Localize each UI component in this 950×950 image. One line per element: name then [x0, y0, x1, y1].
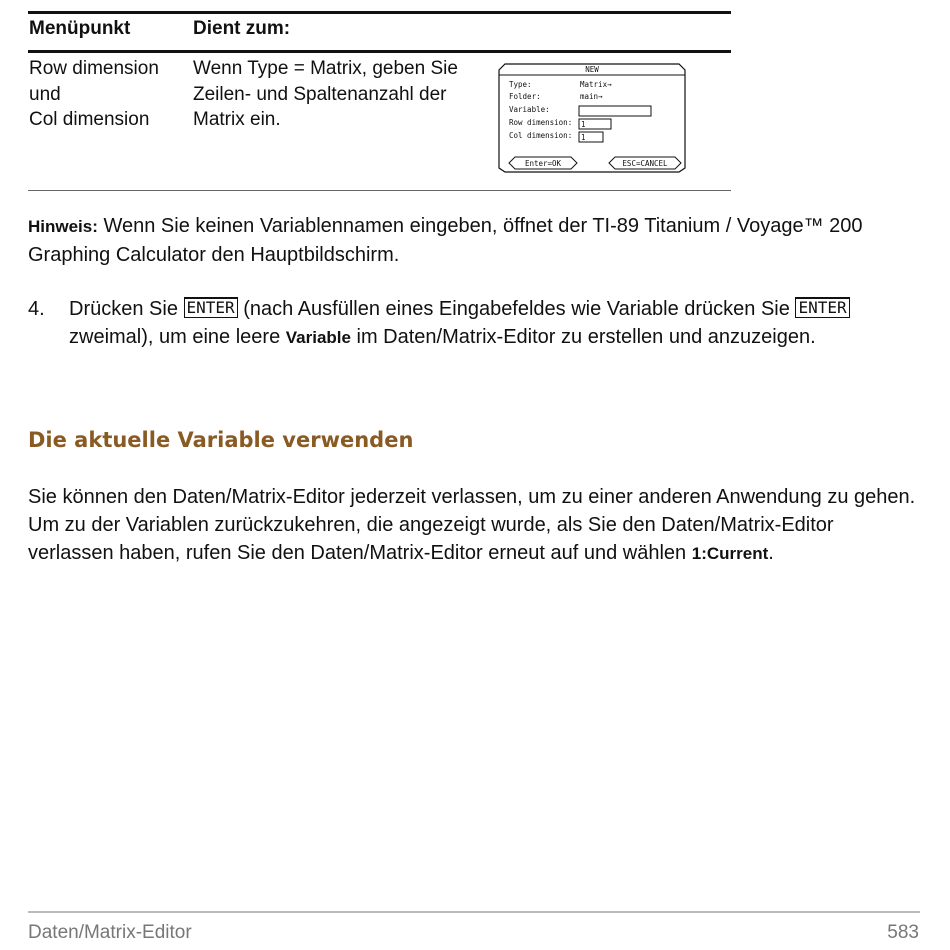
step-4-paragraph: [69, 295, 914, 352]
description-line-1: Wenn Type = Matrix, geben Sie: [193, 58, 458, 79]
enter-key-icon-2: ENTER: [795, 297, 849, 318]
footer-title: Daten/Matrix-Editor: [28, 922, 192, 943]
header-menupunkt: Menüpunkt: [29, 18, 131, 39]
section-heading: Die aktuelle Variable verwenden: [28, 428, 414, 452]
table-top-rule: [28, 11, 731, 14]
step-4-part2: (nach Ausfüllen eines Eingabefeldes wie Variable drücken Sie: [237, 298, 796, 320]
enter-key-icon: ENTER: [184, 297, 238, 318]
step-number: 4.: [28, 298, 45, 320]
calc-title: NEW: [585, 65, 599, 74]
calc-ok-label: Enter=OK: [524, 159, 562, 168]
step-4-part1: Drücken Sie: [69, 298, 184, 320]
description-line-2: Zeilen- und Spaltenanzahl der: [193, 83, 447, 105]
footer-rule: [28, 911, 920, 913]
note-text: Wenn Sie keinen Variablennamen eingeben, öffnet der TI-89 Titanium / Voyage™ 200 Graphing Calculator den Hauptbildschirm.: [28, 215, 863, 266]
calc-value-folder: main→: [580, 92, 603, 101]
cell-description: [193, 56, 458, 133]
note-paragraph: [28, 212, 908, 269]
calc-label-type: Type:: [509, 80, 532, 89]
calc-label-variable: Variable:: [509, 105, 550, 114]
calc-value-col-dim: 1: [581, 133, 586, 142]
table-header-rule: [28, 50, 731, 53]
calc-cancel-button[interactable]: [609, 157, 681, 169]
step-4-part4: im Daten/Matrix-Editor zu erstellen und anzuzeigen.: [350, 326, 816, 348]
description-line-3: Matrix ein.: [193, 109, 281, 130]
page-number: 583: [887, 922, 919, 943]
calc-value-type: Matrix→: [580, 80, 612, 89]
menu-item-line-1: Row dimension: [29, 58, 159, 79]
section-text-end: .: [768, 542, 774, 564]
header-dient-zum: Dient zum:: [193, 18, 291, 39]
calc-label-col-dim: Col dimension:: [509, 131, 573, 140]
calc-label-row-dim: Row dimension:: [509, 118, 573, 127]
calc-cancel-label: ESC=CANCEL: [622, 159, 668, 168]
calc-variable-field[interactable]: [579, 106, 651, 116]
step-4-variable: Variable: [285, 328, 351, 347]
calc-ok-button[interactable]: [509, 157, 577, 169]
calc-value-row-dim: 1: [581, 120, 586, 129]
table-bottom-rule: [28, 190, 731, 191]
menu-item-line-2: und: [29, 83, 61, 105]
cell-menu-item: [29, 56, 159, 133]
step-4-part3: zweimal), um eine leere: [69, 326, 286, 348]
note-label: Hinweis:: [28, 217, 98, 236]
calculator-screen: [497, 62, 687, 174]
section-paragraph: [28, 483, 918, 568]
calc-label-folder: Folder:: [509, 92, 541, 101]
current-option: 1:Current: [691, 544, 769, 563]
menu-item-line-3: Col dimension: [29, 109, 150, 130]
section-text: Sie können den Daten/Matrix-Editor jederzeit verlassen, um zu einer anderen Anwendung zu gehen. Um zu der Variablen zurückzukehren, die angezeigt wurde, als Sie den Daten/Matrix-Editor verlassen haben, rufen Sie den Daten/Matrix-Editor erneut auf und wählen: [28, 486, 916, 564]
